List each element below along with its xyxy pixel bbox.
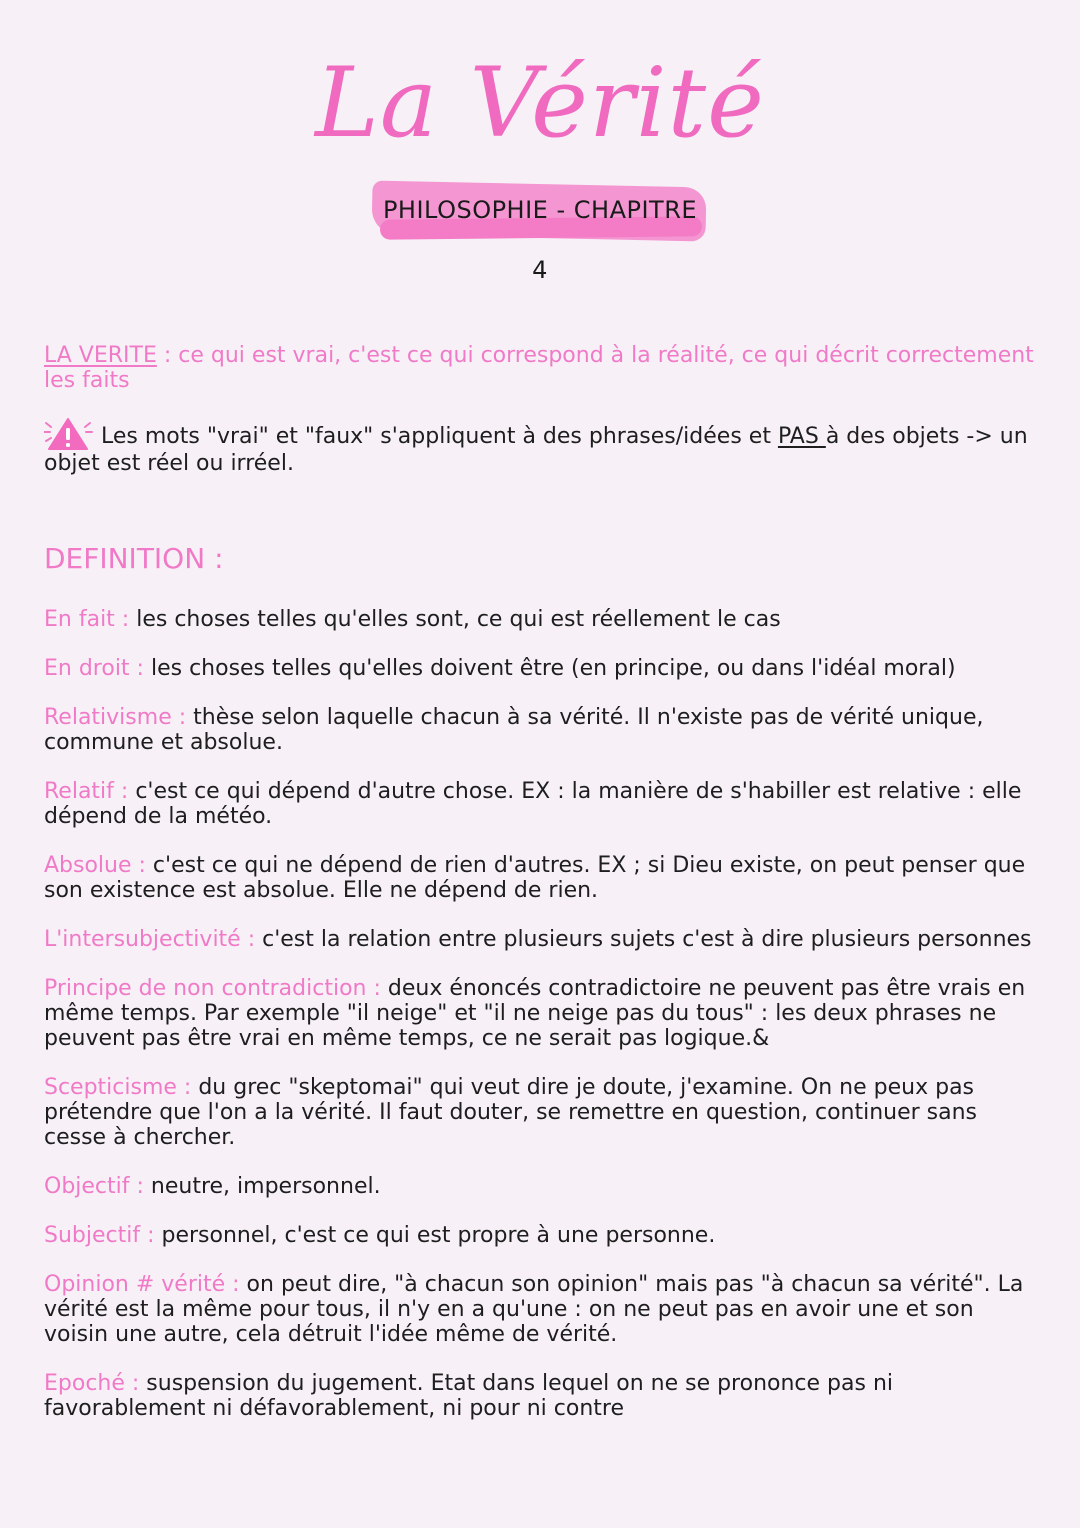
definition-separator: : bbox=[114, 607, 130, 632]
definition-item bbox=[44, 779, 1034, 829]
definition-text: c'est ce qui ne dépend de rien d'autres. EX ; si Dieu existe, on peut penser que son existence est absolue. Elle ne dépend de rien. bbox=[44, 853, 1026, 903]
warning-emphasis: PAS bbox=[777, 424, 826, 449]
definition-item bbox=[44, 1272, 1034, 1347]
truth-definition-text: : ce qui est vrai, c'est ce qui correspond à la réalité, ce qui décrit correctement les faits bbox=[44, 343, 1034, 393]
definition-term: En droit bbox=[44, 656, 130, 681]
definition-term: Relativisme bbox=[44, 705, 172, 730]
warning-triangle-icon bbox=[44, 417, 94, 451]
definition-text: c'est la relation entre plusieurs sujets c'est à dire plusieurs personnes bbox=[255, 927, 1032, 952]
definition-item bbox=[44, 1371, 1034, 1421]
definition-separator: : bbox=[140, 1223, 155, 1248]
warning-text-before: Les mots "vrai" et "faux" s'appliquent à des phrases/idées et bbox=[94, 424, 778, 449]
warning-note bbox=[44, 417, 1034, 476]
definition-term: Objectif bbox=[44, 1174, 130, 1199]
notes-content bbox=[44, 343, 1034, 1445]
chapter-label bbox=[372, 180, 708, 284]
definition-item bbox=[44, 656, 1034, 681]
definition-text: du grec "skeptomai" qui veut dire je doute, j'examine. On ne peux pas prétendre que l'on a la vérité. Il faut douter, se remettre en question, continuer sans cesse à chercher. bbox=[44, 1075, 978, 1150]
chapter-subtitle: PHILOSOPHIE - CHAPITRE 4 bbox=[382, 196, 698, 284]
page-title: La Vérité bbox=[315, 47, 765, 159]
definition-text: neutre, impersonnel. bbox=[143, 1174, 381, 1199]
definition-separator: : bbox=[225, 1272, 240, 1297]
warning-text-after: à des objets -> un objet est réel ou irréel. bbox=[44, 424, 1028, 476]
definition-item bbox=[44, 1223, 1034, 1248]
definition-text: les choses telles qu'elles sont, ce qui est réellement le cas bbox=[129, 607, 781, 632]
definition-term: En fait bbox=[44, 607, 115, 632]
definition-item bbox=[44, 1075, 1034, 1150]
truth-term: LA VERITE bbox=[44, 343, 157, 368]
definition-text: les choses telles qu'elles doivent être (en principe, ou dans l'idéal moral) bbox=[143, 656, 956, 681]
definition-term: Principe de non contradiction bbox=[44, 976, 367, 1001]
definition-text: suspension du jugement. Etat dans lequel on ne se prononce pas ni favorablement ni défavorablement, ni pour ni contre bbox=[44, 1371, 894, 1421]
definition-separator: : bbox=[171, 705, 187, 730]
definition-separator: : bbox=[129, 1174, 144, 1199]
definition-term: Opinion # vérité bbox=[44, 1272, 226, 1297]
definition-item bbox=[44, 607, 1034, 632]
definition-separator: : bbox=[240, 927, 256, 952]
definition-separator: : bbox=[366, 976, 381, 1001]
definition-term: L'intersubjectivité bbox=[44, 927, 241, 952]
definition-separator: : bbox=[176, 1075, 192, 1100]
definition-text: c'est ce qui dépend d'autre chose. EX : la manière de s'habiller est relative : elle dépend de la météo. bbox=[44, 779, 1022, 829]
definition-text: thèse selon laquelle chacun à sa vérité. Il n'existe pas de vérité unique, commune et absolue. bbox=[44, 705, 984, 755]
definition-item bbox=[44, 1174, 1034, 1199]
definition-item bbox=[44, 927, 1034, 952]
definition-separator: : bbox=[124, 1371, 140, 1396]
definition-item bbox=[44, 853, 1034, 903]
definition-term: Relatif bbox=[44, 779, 114, 804]
definition-term: Epoché bbox=[44, 1371, 125, 1396]
definition-text: deux énoncés contradictoire ne peuvent pas être vrais en même temps. Par exemple "il neige" et "il ne neige pas du tous" : les deux phrases ne peuvent pas être vrai en même temps, ce ne serait pas logique.& bbox=[44, 976, 1026, 1051]
definition-term: Scepticisme bbox=[44, 1075, 177, 1100]
definition-text: personnel, c'est ce qui est propre à une personne. bbox=[154, 1223, 716, 1248]
definition-separator: : bbox=[129, 656, 144, 681]
definition-term: Absolue bbox=[44, 853, 132, 878]
definition-text: on peut dire, "à chacun son opinion" mais pas "à chacun sa vérité". La vérité est la même pour tous, il n'y en a qu'une : on ne peut pas en avoir une et son voisin une autre, cela détruit l'idée même de vérité. bbox=[44, 1272, 1024, 1347]
definitions-heading: DEFINITION : bbox=[44, 542, 224, 575]
definition-separator: : bbox=[113, 779, 129, 804]
truth-definition bbox=[44, 343, 1034, 393]
definition-separator: : bbox=[131, 853, 146, 878]
definition-item bbox=[44, 705, 1034, 755]
definition-term: Subjectif bbox=[44, 1223, 141, 1248]
definition-item bbox=[44, 976, 1034, 1051]
